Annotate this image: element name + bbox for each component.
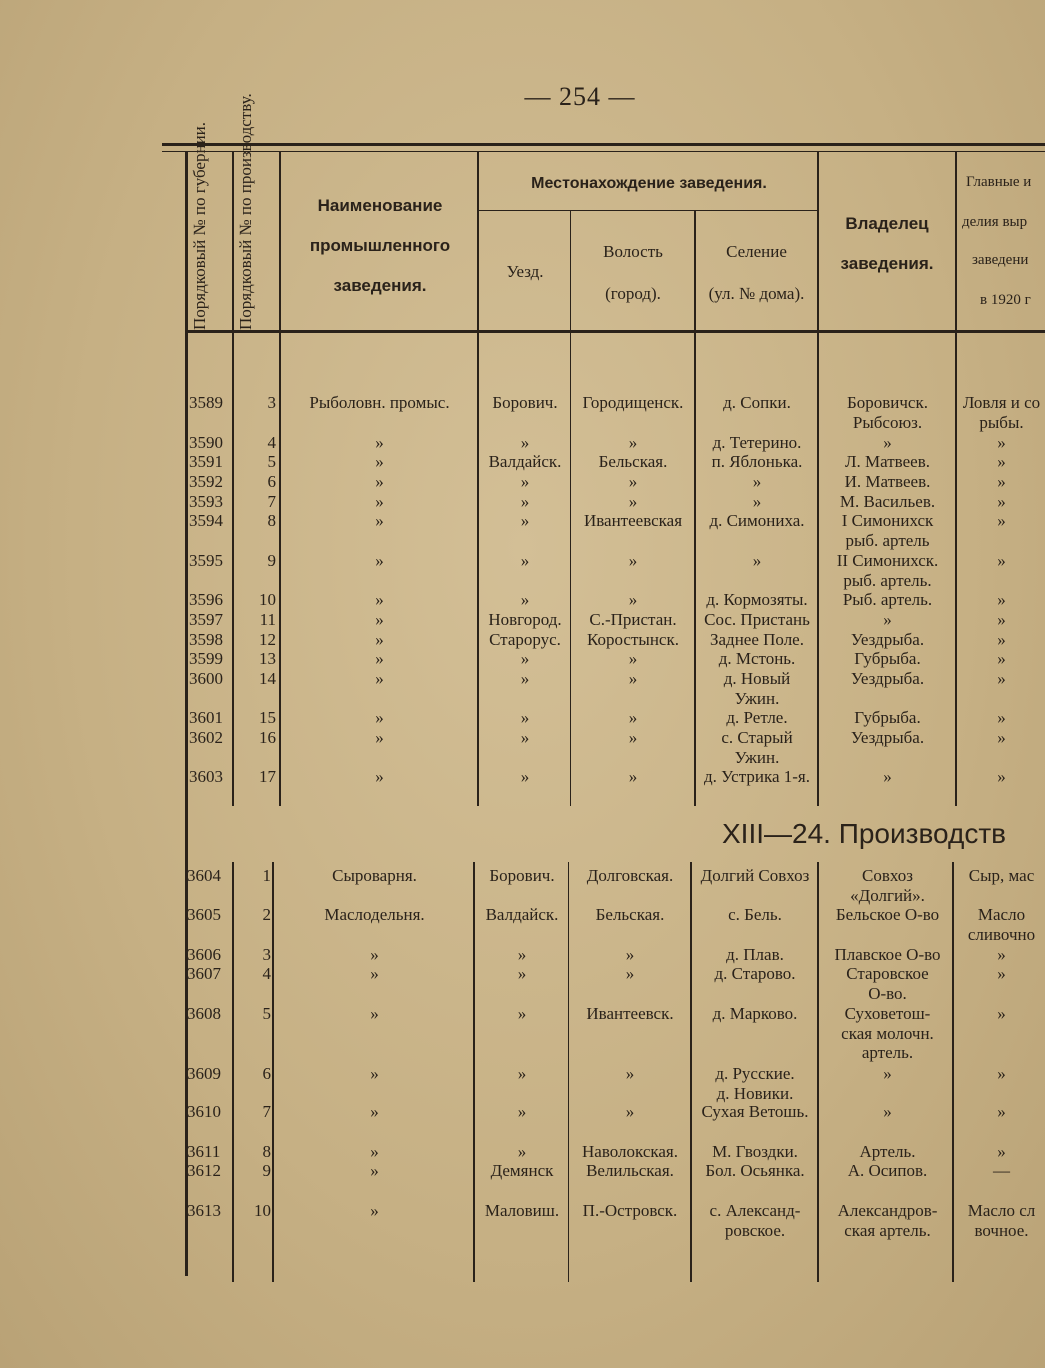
row-owner: » [883, 1102, 892, 1121]
top-rule [162, 143, 1045, 146]
row-owner: I Симонихск [841, 511, 934, 530]
row-gub-number: 3611 [187, 1142, 221, 1161]
row-owner: рыб. артель [845, 530, 930, 550]
row-main-product: » [997, 492, 1006, 511]
top-rule-thin [162, 151, 1045, 152]
row-gub-number: 3596 [189, 590, 223, 609]
row-volost: Бельская. [595, 905, 665, 924]
col-line-7 [955, 151, 957, 806]
row-main-product: » [997, 649, 1006, 668]
row-selo: д. Марково. [712, 1004, 798, 1023]
row-prod-number: 10 [254, 1201, 271, 1220]
row-selo: Бол. Осьянка. [705, 1161, 805, 1180]
col-line-2 [279, 151, 281, 806]
row-name: » [370, 1142, 379, 1161]
row-gub-number: 3605 [187, 905, 221, 924]
row-main-product: » [997, 964, 1006, 983]
row-main-product: » [997, 472, 1006, 491]
row-name: » [370, 964, 379, 983]
row-prod-number: 15 [259, 708, 276, 727]
row-owner: М. Васильев. [839, 492, 936, 511]
row-owner: Губрыба. [854, 708, 921, 727]
row-gub-number: 3613 [187, 1201, 221, 1220]
col-line-4 [570, 211, 571, 806]
row-selo: д. Тетерино. [712, 433, 802, 452]
row-uezd: Борович. [492, 393, 558, 412]
row-name: » [375, 649, 384, 668]
row-name: » [375, 669, 384, 688]
row-gub-number: 3598 [189, 630, 223, 649]
row-name: » [375, 610, 384, 629]
row-owner: Александров- [837, 1201, 938, 1220]
row-main-product: Сыр, мас [968, 866, 1035, 885]
row-selo: Ужин. [734, 747, 780, 767]
row-owner: » [883, 767, 892, 786]
row-owner: Плавское О-во [834, 945, 941, 964]
row-main-product: » [997, 767, 1006, 786]
row-volost: » [625, 945, 635, 964]
row-prod-number: 6 [267, 472, 276, 491]
row-volost: Ивантеевск. [586, 1004, 674, 1023]
row-gub-number: 3592 [189, 472, 223, 491]
row-owner: Уездрыба. [850, 669, 925, 688]
row-main-product: » [997, 669, 1006, 688]
row-volost: » [628, 767, 638, 786]
row-uezd: » [520, 728, 530, 747]
row-selo: » [752, 472, 762, 491]
header-rule [185, 330, 1045, 333]
row-gub-number: 3607 [187, 964, 221, 983]
row-uezd: Новгород. [488, 610, 562, 629]
row-prod-number: 2 [262, 905, 271, 924]
row-prod-number: 9 [267, 551, 276, 570]
row-volost: » [628, 492, 638, 511]
row-main-product: Масло [977, 905, 1026, 924]
row-owner: II Симонихск. [836, 551, 939, 570]
row-gub-number: 3594 [189, 511, 223, 530]
row-name: » [370, 1064, 379, 1083]
row-uezd: Валдайск. [485, 905, 559, 924]
header-volost-2: (город). [605, 284, 661, 303]
row-main-product: » [997, 1064, 1006, 1083]
row-owner: Губрыба. [854, 649, 921, 668]
row-main-product: » [997, 708, 1006, 727]
row-gub-number: 3595 [189, 551, 223, 570]
row-selo: д. Сопки. [723, 393, 791, 412]
row-main-product: вочное. [974, 1220, 1029, 1240]
row-main-product: рыбы. [979, 412, 1024, 432]
row-prod-number: 6 [262, 1064, 271, 1083]
row-prod-number: 3 [262, 945, 271, 964]
col-line-6b [817, 862, 819, 1282]
header-owner-1: Владелец [845, 214, 929, 233]
row-name: » [375, 433, 384, 452]
row-uezd: » [520, 649, 530, 668]
row-prod-number: 9 [262, 1161, 271, 1180]
row-name: » [375, 511, 384, 530]
col-line-3 [477, 151, 479, 806]
row-volost: Велильская. [586, 1161, 674, 1180]
row-main-product: » [997, 630, 1006, 649]
col-line-6 [817, 151, 819, 806]
row-uezd: » [517, 1004, 527, 1023]
row-owner: артель. [861, 1043, 914, 1062]
row-uezd: » [520, 590, 530, 609]
row-prod-number: 7 [262, 1102, 271, 1121]
row-volost: Городищенск. [582, 393, 684, 412]
row-name: » [370, 1161, 379, 1180]
location-rule [479, 210, 817, 211]
row-name: » [370, 945, 379, 964]
row-volost: Бельская. [598, 452, 668, 471]
row-prod-number: 10 [259, 590, 276, 609]
row-main-product: » [997, 610, 1006, 629]
row-selo: д. Русские. [715, 1064, 795, 1083]
row-owner: ская артель. [844, 1220, 931, 1240]
row-volost: » [625, 1102, 635, 1121]
row-owner: » [883, 433, 892, 452]
row-selo: » [752, 492, 762, 511]
row-selo: » [752, 551, 762, 570]
row-volost: » [625, 1064, 635, 1083]
row-volost: » [628, 728, 638, 747]
row-volost: » [628, 669, 638, 688]
row-main-product: » [997, 1142, 1006, 1161]
row-prod-number: 13 [259, 649, 276, 668]
row-gub-number: 3612 [187, 1161, 221, 1180]
row-name: Маслодельня. [324, 905, 425, 924]
row-main-product: » [997, 452, 1006, 471]
row-selo: д. Симониха. [709, 511, 805, 530]
row-selo: Заднее Поле. [710, 630, 804, 649]
row-main-product: » [997, 551, 1006, 570]
row-owner: Суховетош- [844, 1004, 931, 1023]
row-prod-number: 17 [259, 767, 276, 786]
row-name: » [370, 1102, 379, 1121]
row-owner: Боровичск. [847, 393, 928, 412]
row-prod-number: 8 [267, 511, 276, 530]
row-selo: М. Гвоздки. [712, 1142, 798, 1161]
row-uezd: » [520, 433, 530, 452]
row-volost: » [628, 551, 638, 570]
row-uezd: » [520, 767, 530, 786]
row-selo: Сухая Ветошь. [701, 1102, 809, 1121]
row-selo: д. Плав. [726, 945, 784, 964]
row-prod-number: 7 [267, 492, 276, 511]
row-owner: Уездрыба. [850, 630, 925, 649]
row-selo: с. Александ- [709, 1201, 801, 1220]
row-volost: » [628, 433, 638, 452]
header-selo-1: Селение [726, 242, 787, 261]
page-number: — 254 — [524, 82, 636, 111]
row-main-product: » [997, 590, 1006, 609]
col-line-2b [272, 862, 274, 1282]
row-main-product: — [993, 1161, 1010, 1180]
row-main-product: » [997, 1004, 1006, 1023]
row-owner: Бельское О-во [835, 905, 940, 924]
row-uezd: Валдайск. [488, 452, 562, 471]
row-selo: с. Бель. [728, 905, 782, 924]
row-uezd: Маловиш. [484, 1201, 560, 1220]
row-volost: » [628, 649, 638, 668]
row-selo: ровское. [724, 1220, 786, 1240]
row-selo: п. Яблонька. [711, 452, 803, 471]
row-volost: Ивантеевская [583, 511, 683, 530]
row-gub-number: 3599 [189, 649, 223, 668]
row-prod-number: 1 [262, 866, 271, 885]
row-prod-number: 11 [259, 610, 276, 629]
row-volost: Долговская. [586, 866, 674, 885]
row-prod-number: 8 [262, 1142, 271, 1161]
header-uezd: Уезд. [506, 262, 544, 281]
row-name: » [370, 1201, 379, 1220]
row-uezd: » [520, 551, 530, 570]
row-name: » [375, 492, 384, 511]
row-selo: д. Новики. [716, 1083, 794, 1103]
row-selo: Ужин. [734, 688, 780, 708]
row-gub-number: 3591 [189, 452, 223, 471]
row-name: » [375, 551, 384, 570]
row-gub-number: 3606 [187, 945, 221, 964]
row-prod-number: 5 [262, 1004, 271, 1023]
row-gub-number: 3601 [189, 708, 223, 727]
row-volost: П.-Островск. [582, 1201, 678, 1220]
row-owner: Рыб. артель. [842, 590, 933, 609]
row-owner: Рыбсоюз. [852, 412, 923, 432]
row-selo: с. Старый [721, 728, 793, 747]
row-selo: д. Мстонь. [718, 649, 796, 668]
row-main-product: Масло сл [967, 1201, 1036, 1220]
row-gub-number: 3597 [189, 610, 223, 629]
row-name: » [375, 767, 384, 786]
row-main-product: » [997, 728, 1006, 747]
row-prod-number: 14 [259, 669, 276, 688]
row-owner: И. Матвеев. [844, 472, 931, 491]
header-selo-2: (ул. № дома). [708, 284, 805, 303]
row-volost: Коростынск. [587, 630, 679, 649]
row-name: » [370, 1004, 379, 1023]
row-name: » [375, 630, 384, 649]
row-volost: Наволокская. [582, 1142, 678, 1161]
row-gub-number: 3589 [189, 393, 223, 412]
row-name: » [375, 728, 384, 747]
row-uezd: » [520, 472, 530, 491]
row-volost: » [625, 964, 635, 983]
row-gub-number: 3604 [187, 866, 221, 885]
row-volost: С.-Пристан. [589, 610, 677, 629]
row-gub-number: 3602 [189, 728, 223, 747]
row-uezd: » [517, 964, 527, 983]
row-gub-number: 3608 [187, 1004, 221, 1023]
row-owner: «Долгий». [850, 885, 925, 905]
row-prod-number: 3 [267, 393, 276, 412]
row-uezd: Демянск [490, 1161, 554, 1180]
row-owner: » [883, 1064, 892, 1083]
header-volost-1: Волость [603, 242, 663, 261]
row-volost: » [628, 590, 638, 609]
row-owner: Совхоз [862, 866, 913, 885]
header-col-prod: Порядковый № по производству. [236, 93, 255, 330]
row-owner: Уездрыба. [850, 728, 925, 747]
row-name: » [375, 452, 384, 471]
row-owner: » [883, 610, 892, 629]
row-main-product: » [997, 433, 1006, 452]
row-gub-number: 3600 [189, 669, 223, 688]
row-selo: Долгий Совхоз [700, 866, 810, 885]
row-uezd: » [520, 708, 530, 727]
row-owner: рыб. артель. [843, 570, 932, 590]
row-prod-number: 4 [262, 964, 271, 983]
row-volost: » [628, 472, 638, 491]
row-name: » [375, 472, 384, 491]
row-uezd: Старорус. [489, 630, 561, 649]
row-selo: д. Ретле. [726, 708, 788, 727]
row-name: » [375, 708, 384, 727]
row-prod-number: 4 [267, 433, 276, 452]
row-main-product: сливочно [967, 924, 1036, 944]
row-owner: О-во. [868, 983, 907, 1003]
row-selo: д. Новый [723, 669, 791, 688]
row-main-product: » [997, 1102, 1006, 1121]
header-main-4: в 1920 г [980, 292, 1031, 308]
row-uezd: Борович. [489, 866, 555, 885]
section-title: XIII—24. Производств [722, 818, 1007, 849]
row-uezd: » [520, 511, 530, 530]
row-main-product: Ловля и со [962, 393, 1041, 412]
row-main-product: » [997, 511, 1006, 530]
row-uezd: » [517, 1142, 527, 1161]
row-name: Рыболовн. промыс. [309, 393, 450, 412]
header-main-3: заведени [972, 252, 1029, 268]
row-owner: Л. Матвеев. [845, 452, 930, 471]
row-uezd: » [517, 945, 527, 964]
row-uezd: » [517, 1064, 527, 1083]
row-volost: » [628, 708, 638, 727]
header-owner-2: заведения. [840, 254, 934, 273]
row-gub-number: 3610 [187, 1102, 221, 1121]
row-gub-number: 3593 [189, 492, 223, 511]
row-uezd: » [520, 492, 530, 511]
row-name: Сыроварня. [332, 866, 417, 885]
col-line-3b [473, 862, 475, 1282]
row-prod-number: 12 [259, 630, 276, 649]
row-main-product: » [997, 945, 1006, 964]
col-line-5b [690, 862, 692, 1282]
row-uezd: » [517, 1102, 527, 1121]
row-owner: Старовское [846, 964, 929, 983]
row-gub-number: 3609 [187, 1064, 221, 1083]
header-main-1: Главные и [966, 174, 1032, 190]
row-selo: д. Старово. [714, 964, 796, 983]
row-name: » [375, 590, 384, 609]
row-owner: ская молочн. [841, 1023, 934, 1043]
header-name: Наименование промышленного заведения. [309, 196, 451, 295]
row-gub-number: 3603 [189, 767, 223, 786]
row-owner: А. Осипов. [847, 1161, 928, 1180]
row-prod-number: 5 [267, 452, 276, 471]
row-selo: д. Устрика 1-я. [704, 767, 810, 786]
row-owner: Артель. [859, 1142, 916, 1161]
col-line-4b [568, 862, 569, 1282]
row-uezd: » [520, 669, 530, 688]
row-prod-number: 16 [259, 728, 276, 747]
row-selo: Сос. Пристань [704, 610, 810, 629]
row-selo: д. Кормозяты. [706, 590, 808, 609]
header-col-gub: Порядковый № по губернии. [190, 121, 209, 330]
header-main-2: делия выр [962, 214, 1028, 230]
row-gub-number: 3590 [189, 433, 223, 452]
header-location: Местонахождение заведения. [531, 175, 767, 192]
